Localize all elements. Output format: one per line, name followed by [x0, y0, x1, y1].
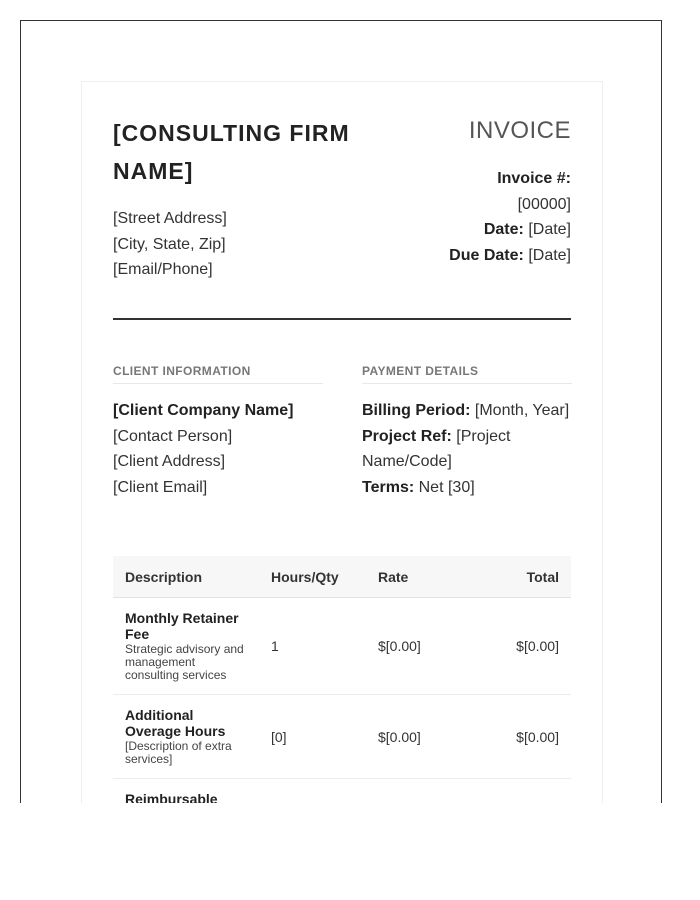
item-total: $[0.00] [472, 695, 571, 779]
item-qty: [0] [259, 695, 366, 779]
item-qty: 1 [259, 598, 366, 695]
page-frame [20, 20, 662, 803]
firm-address [113, 206, 227, 283]
item-total [472, 779, 571, 804]
item-title: Reimbursable [125, 791, 218, 803]
item-rate: $[0.00] [366, 695, 472, 779]
billing-period-value: [Month, Year] [474, 402, 570, 419]
table-row [113, 695, 571, 779]
client-company: [Client Company Name] [113, 402, 294, 419]
invoice-date-label: Date: [483, 221, 524, 238]
firm-street: [Street Address] [113, 210, 227, 227]
client-email: [Client Email] [113, 478, 208, 496]
payment-details [362, 364, 572, 500]
invoice-title: INVOICE [468, 117, 571, 144]
terms-value: Net [30] [418, 478, 475, 496]
table-row [113, 779, 571, 804]
item-title: Additional Overage Hours [125, 707, 226, 739]
due-date-value: [Date] [528, 246, 571, 264]
header-divider [113, 318, 571, 320]
firm-name: [CONSULTING FIRM NAME] [113, 120, 350, 184]
column-header-hours-qty: Hours/Qty [259, 556, 366, 598]
line-items-table [113, 556, 571, 803]
item-subtitle: Strategic advisory and management consulting services [125, 642, 244, 682]
payment-section-label: PAYMENT DETAILS [362, 364, 572, 384]
item-rate [366, 779, 472, 804]
firm-email-phone: [Email/Phone] [113, 261, 213, 278]
firm-city-state-zip: [City, State, Zip] [113, 235, 226, 253]
due-date-label: Due Date: [449, 246, 524, 264]
item-description [113, 695, 259, 779]
table-header-row [113, 556, 571, 598]
project-ref-label: Project Ref: [362, 427, 452, 445]
client-information [113, 364, 323, 500]
invoice-number-label: Invoice #: [497, 170, 571, 187]
invoice-meta [449, 166, 571, 268]
item-description [113, 779, 259, 804]
invoice-sheet [81, 81, 603, 803]
table-row [113, 598, 571, 695]
client-address: [Client Address] [113, 453, 226, 470]
item-subtitle: [Description of extra services] [125, 739, 232, 766]
client-section-label: CLIENT INFORMATION [113, 364, 323, 384]
client-contact: [Contact Person] [113, 427, 233, 445]
item-total: $[0.00] [472, 598, 571, 695]
invoice-date-value: [Date] [528, 221, 571, 238]
column-header-total: Total [472, 556, 571, 598]
invoice-number-value: [00000] [517, 195, 571, 213]
column-header-rate: Rate [366, 556, 472, 598]
item-title: Monthly Retainer Fee [125, 610, 239, 642]
project-ref-value: [Project Name/Code] [362, 427, 511, 470]
item-description [113, 598, 259, 695]
item-qty [259, 779, 366, 804]
item-rate: $[0.00] [366, 598, 472, 695]
column-header-description: Description [113, 556, 259, 598]
billing-period-label: Billing Period: [362, 402, 471, 419]
terms-label: Terms: [362, 478, 415, 496]
